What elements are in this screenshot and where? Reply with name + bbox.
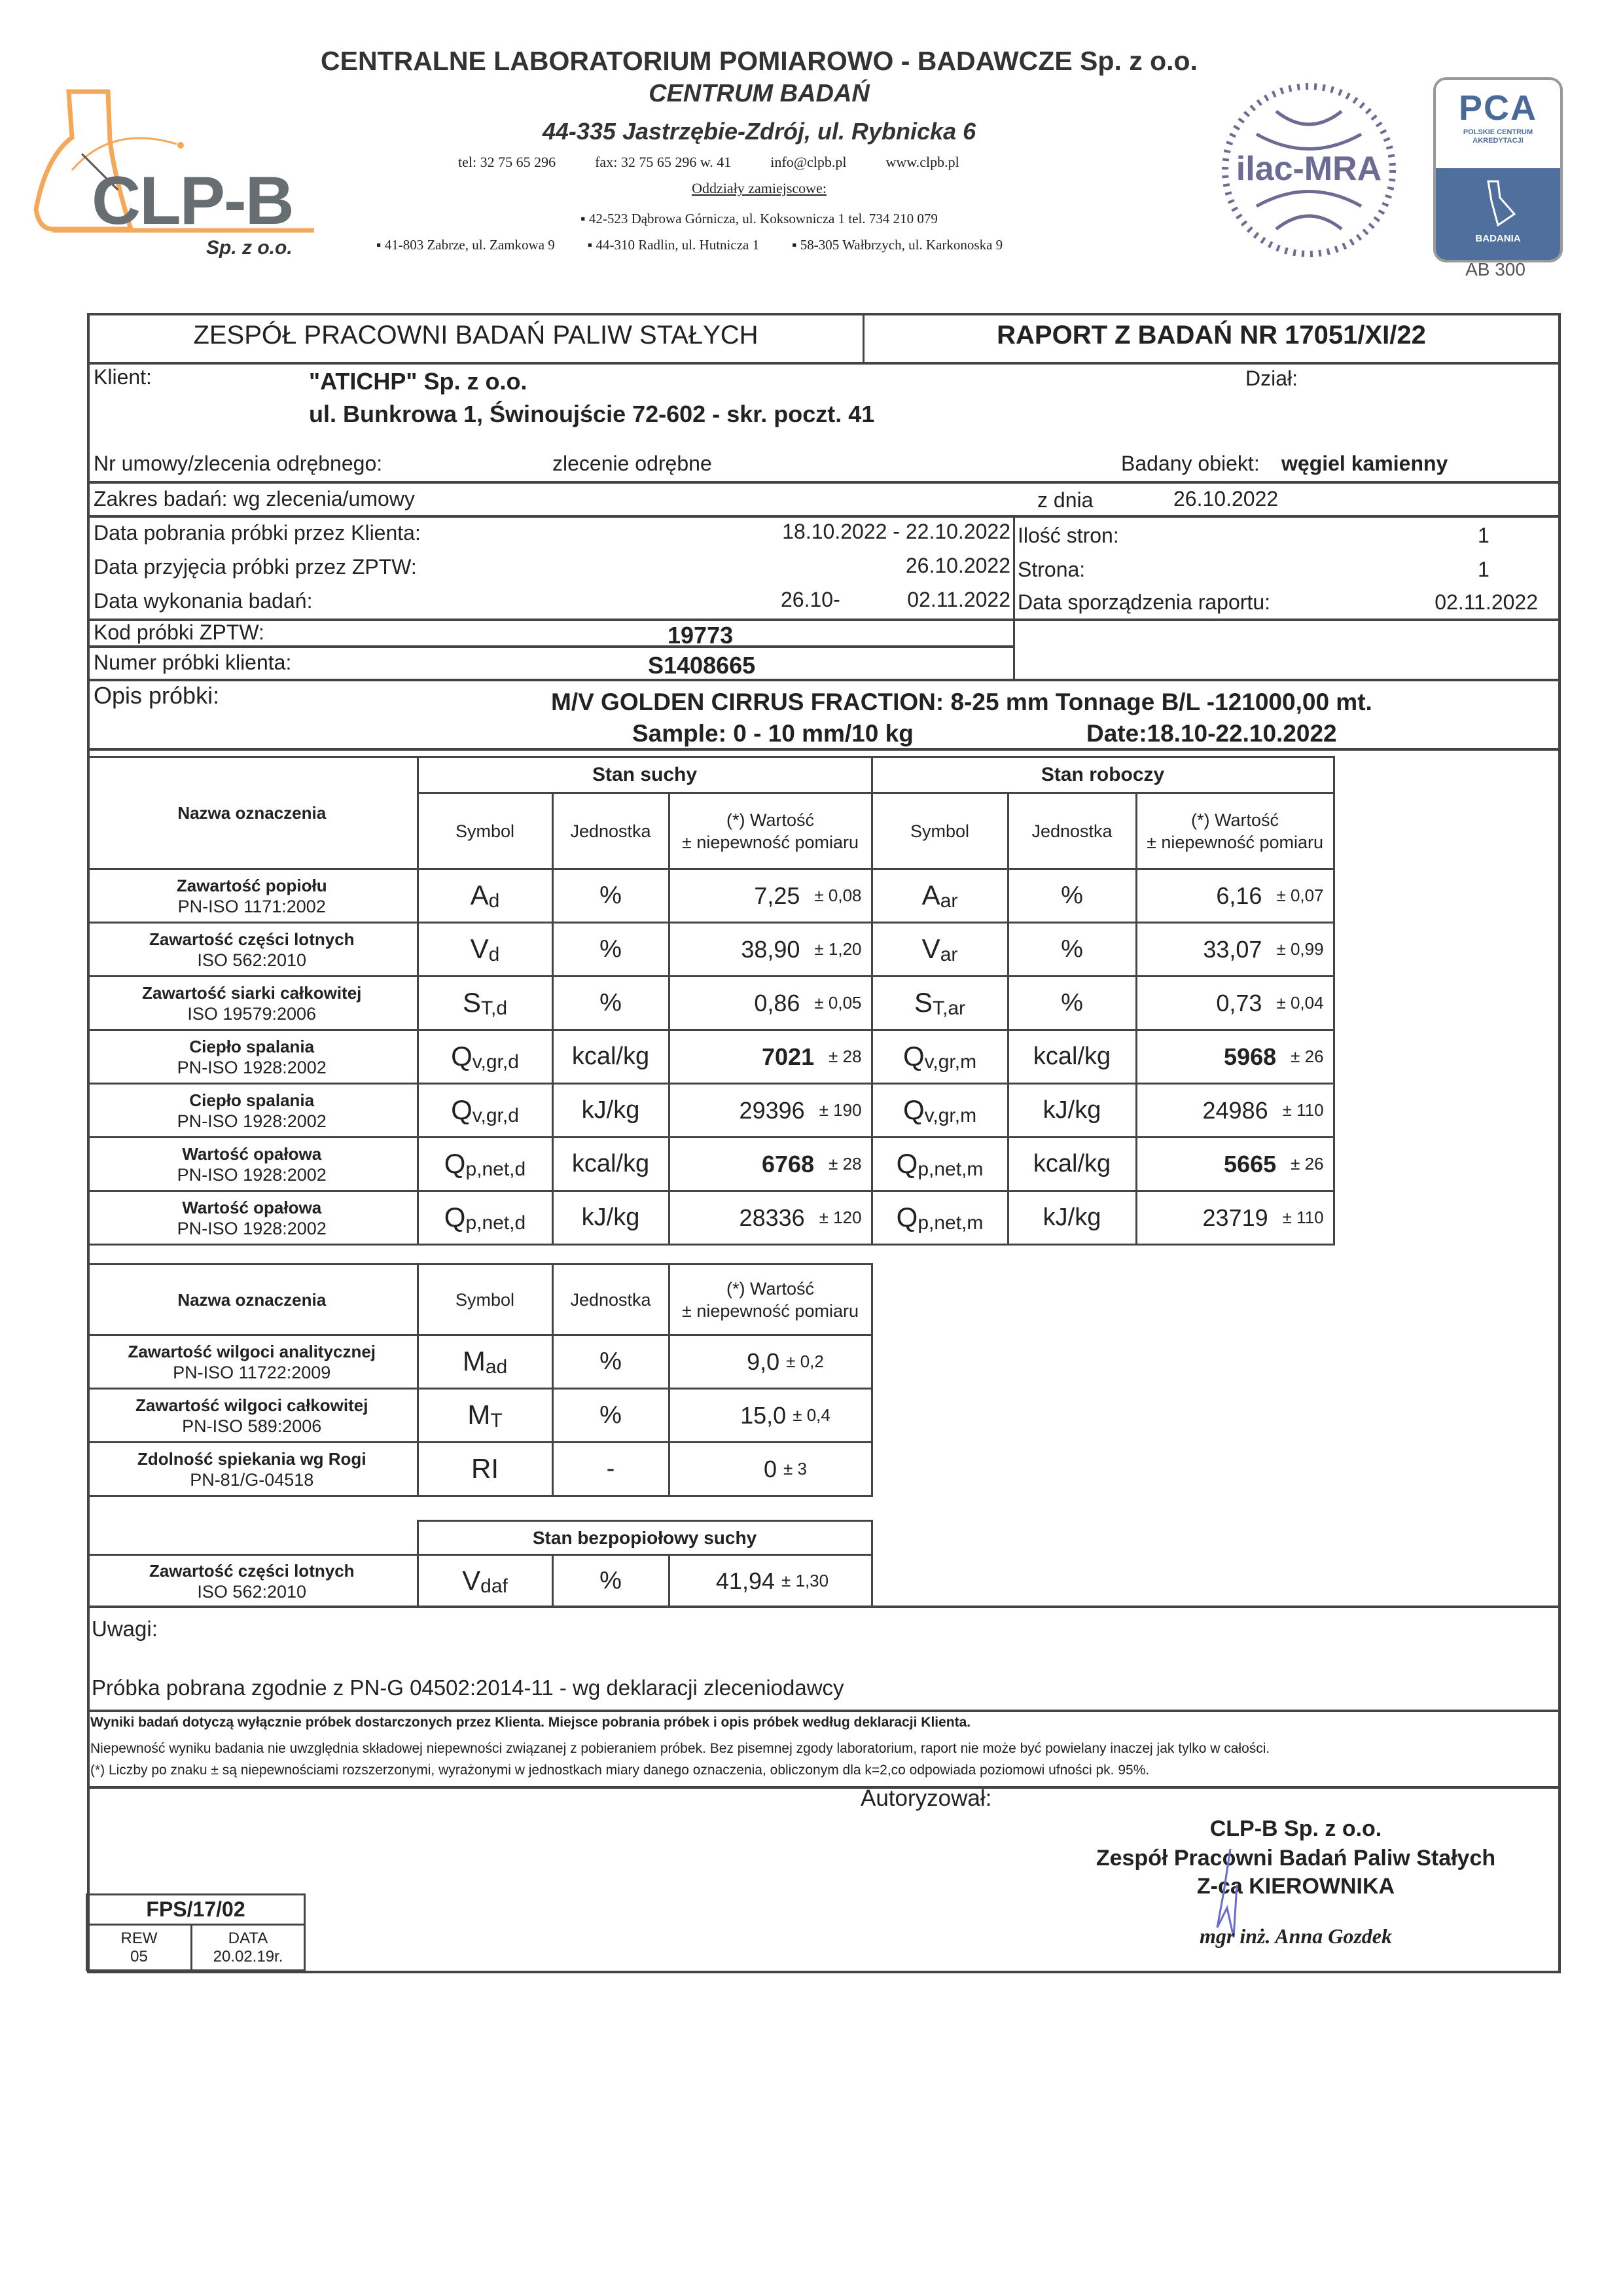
value: 28336 (739, 1204, 805, 1231)
page-value: 1 (1478, 558, 1489, 581)
uncertainty: ± 1,30 (781, 1571, 829, 1590)
sampling-date-label: Data pobrania próbki przez Klienta: (94, 521, 421, 545)
group-header-working: Stan roboczy (872, 757, 1334, 793)
notes-label: Uwagi: (92, 1617, 158, 1641)
value: 9,0 (747, 1348, 780, 1375)
company-address: 44-335 Jastrzębie-Zdrój, ul. Rybnicka 6 (542, 118, 976, 145)
form-date: DATA 20.02.19r. (192, 1925, 305, 1971)
flask-icon (1475, 178, 1521, 230)
pca-name-2: AKREDYTACJI (1472, 137, 1524, 145)
determination-name: Zawartość popiołu (176, 875, 327, 895)
svg-text:ilac-MRA: ilac-MRA (1236, 150, 1382, 188)
website-link[interactable]: www.clpb.pl (885, 154, 959, 170)
sample-description-date: Date:18.10-22.10.2022 (1086, 720, 1337, 747)
value: 6,16 (1216, 882, 1262, 909)
object-label: Badany obiekt: (1121, 452, 1260, 475)
test-date-label: Data wykonania badań: (94, 589, 313, 613)
uncertainty: ± 0,4 (793, 1405, 830, 1425)
determination-name: Zawartość części lotnych (149, 1560, 355, 1581)
standard: ISO 562:2010 (197, 1581, 307, 1602)
contract-label: Nr umowy/zlecenia odrębnego: (94, 452, 383, 475)
column-header-unit: Jednostka (552, 1265, 669, 1335)
report-title: RAPORT Z BADAŃ NR 17051/XI/22 (997, 321, 1426, 350)
uncertainty: ± 3 (783, 1459, 807, 1479)
column-header-symbol: Symbol (872, 793, 1008, 869)
pca-logo: PCA (1458, 88, 1537, 128)
table-row: Wartość opałowa PN-ISO 1928:2002 $Q_{p,net,d}$ kJ/kg 28336 ± 120 $Q_{p,net,m}$ kJ/kg 23719 ± 110 (87, 1191, 1334, 1245)
company-name: CENTRALNE LABORATORIUM POMIAROWO - BADAWCZE Sp. z o.o. (320, 46, 1198, 76)
pages-value: 1 (1478, 524, 1489, 547)
form-revision: REW 05 (87, 1925, 192, 1971)
determination-name: Ciepło spalania (189, 1090, 315, 1110)
ilac-mra-logo (1217, 79, 1400, 262)
daf-table (87, 1520, 873, 1608)
dzial-label: Dział: (1245, 367, 1298, 390)
logo-wordmark: CLP-B (92, 163, 293, 239)
auth-role: Z-ca KIEROWNIKA (1196, 1874, 1395, 1899)
fax: fax: 32 75 65 296 w. 41 (595, 154, 732, 170)
standard: PN-81/G-04518 (190, 1469, 314, 1490)
standard: PN-ISO 1928:2002 (177, 1164, 327, 1185)
determination-name: Zdolność spiekania wg Rogi (137, 1448, 366, 1469)
value: 41,94 (715, 1567, 775, 1594)
value: 23719 (1202, 1204, 1268, 1231)
moisture-table (87, 1263, 873, 1497)
uncertainty: ± 110 (1282, 1208, 1324, 1227)
uncertainty: ± 0,04 (1276, 993, 1324, 1013)
branch-item: ▪ 44-310 Radlin, ul. Hutnicza 1 (587, 237, 760, 253)
sample-code-label: Kod próbki ZPTW: (94, 620, 264, 644)
column-header-value: (*) Wartość ± niepewność pomiaru (669, 793, 872, 869)
group-header-dry: Stan suchy (418, 757, 872, 793)
client-sample-label: Numer próbki klienta: (94, 651, 292, 674)
client-sample-value: S1408665 (648, 652, 756, 679)
client-name: "ATICHP" Sp. z o.o. (309, 368, 527, 395)
value: 0,86 (754, 989, 800, 1016)
column-header-name: Nazwa oznaczenia (87, 1265, 418, 1335)
column-header-unit: Jednostka (1008, 793, 1136, 869)
table-row: Zawartość części lotnych ISO 562:2010 $V_d$ % 38,90 ± 1,20 $V_{ar}$ % 33,07 ± 0,99 (87, 923, 1334, 977)
scope-date-label: z dnia (1037, 488, 1094, 512)
determination-name: Wartość opałowa (182, 1197, 322, 1217)
client-label: Klient: (94, 365, 152, 389)
uncertainty: ± 28 (829, 1154, 862, 1174)
standard: PN-ISO 1928:2002 (177, 1111, 327, 1131)
value: 5665 (1224, 1150, 1277, 1177)
value: 6768 (762, 1150, 815, 1177)
test-date-from: 26.10- (781, 588, 840, 611)
standard: PN-ISO 589:2006 (182, 1416, 322, 1436)
column-header-unit: Jednostka (552, 793, 669, 869)
email-link[interactable]: info@clpb.pl (770, 154, 847, 170)
determination-name: Ciepło spalania (189, 1036, 315, 1056)
branch-item: ▪ 41-803 Zabrze, ul. Zamkowa 9 (376, 237, 555, 253)
standard: ISO 19579:2006 (187, 1003, 317, 1024)
uncertainty: ± 190 (819, 1100, 862, 1120)
received-date-label: Data przyjęcia próbki przez ZPTW: (94, 555, 417, 579)
uncertainty: ± 0,08 (814, 886, 862, 905)
contract-value: zlecenie odrębne (552, 452, 712, 475)
determination-name: Zawartość siarki całkowitej (142, 982, 362, 1003)
value: 29396 (739, 1096, 805, 1124)
value: 7,25 (754, 882, 800, 909)
uncertainty: ± 0,2 (786, 1352, 824, 1371)
uncertainty: ± 26 (1291, 1154, 1324, 1174)
department-title: ZESPÓŁ PRACOWNI BADAŃ PALIW STAŁYCH (193, 321, 758, 350)
table-row: Zawartość wilgoci analitycznej PN-ISO 11722:2009 $M_{ad}$ % 9,0 ± 0,2 (87, 1335, 872, 1389)
pca-badge-label: BADANIA (1475, 233, 1521, 244)
uncertainty: ± 0,05 (814, 993, 862, 1013)
sample-description-sample: Sample: 0 - 10 mm/10 kg (632, 720, 914, 747)
accreditation-number: AB 300 (1465, 259, 1525, 279)
standard: ISO 562:2010 (197, 950, 307, 970)
table-row: Wartość opałowa PN-ISO 1928:2002 $Q_{p,net,d}$ kcal/kg 6768 ± 28 $Q_{p,net,m}$ kcal/kg 5665 ± 26 (87, 1138, 1334, 1191)
determination-name: Zawartość wilgoci całkowitej (135, 1395, 368, 1415)
report-date-label: Data sporządzenia raportu: (1018, 590, 1270, 614)
uncertainty: ± 110 (1282, 1100, 1324, 1120)
uncertainty: ± 28 (829, 1047, 862, 1066)
test-date-to: 02.11.2022 (907, 588, 1010, 611)
disclaimer-line-2: (*) Liczby po znaku ± są niepewnościami rozszerzonymi, wyrażonymi w jednostkach miary danego oznaczenia, obliczonym dla k=2,co odpowiada poziomowi ufności pk. 95%. (90, 1763, 1150, 1778)
sampling-date-value: 18.10.2022 - 22.10.2022 (782, 520, 1010, 543)
pca-name-1: POLSKIE CENTRUM (1463, 128, 1533, 136)
uncertainty: ± 26 (1291, 1047, 1324, 1066)
disclaimer-line-1: Niepewność wyniku badania nie uwzględnia składowej niepewności związanej z pobieraniem próbek. Bez pisemnej zgody laboratorium, raport nie może być powielany inaczej jak tylko w całości. (90, 1741, 1270, 1756)
form-code-box (86, 1893, 306, 1971)
branch-item: ▪ 42-523 Dąbrowa Górnicza, ul. Koksownicza 1 tel. 734 210 079 (580, 211, 938, 226)
column-header-name: Nazwa oznaczenia (87, 757, 418, 869)
notes-text: Próbka pobrana zgodnie z PN-G 04502:2014-11 - wg deklaracji zleceniodawcy (92, 1676, 844, 1700)
report-date-value: 02.11.2022 (1435, 590, 1538, 614)
table-row: Zdolność spiekania wg Rogi PN-81/G-04518 RI - 0 ± 3 (87, 1443, 872, 1496)
table-row: Zawartość wilgoci całkowitej PN-ISO 589:2006 $M_T$ % 15,0 ± 0,4 (87, 1389, 872, 1443)
uncertainty: ± 0,99 (1276, 939, 1324, 959)
value: 33,07 (1203, 935, 1262, 963)
group-header-daf: Stan bezpopiołowy suchy (418, 1521, 872, 1555)
standard: PN-ISO 1928:2002 (177, 1218, 327, 1238)
form-code: FPS/17/02 (87, 1895, 305, 1925)
ilac-mra-icon (1217, 79, 1400, 262)
uncertainty: ± 120 (819, 1208, 862, 1227)
scope-label: Zakres badań: wg zlecenia/umowy (94, 487, 415, 511)
authorized-label: Autoryzował: (861, 1785, 992, 1811)
table-row: Ciepło spalania PN-ISO 1928:2002 $Q_{v,gr,d}$ kJ/kg 29396 ± 190 $Q_{v,gr,m}$ kJ/kg 24986 ± 110 (87, 1084, 1334, 1138)
uncertainty: ± 1,20 (814, 939, 862, 959)
column-header-symbol: Symbol (418, 1265, 552, 1335)
scope-date: 26.10.2022 (1173, 487, 1279, 511)
received-date-value: 26.10.2022 (905, 554, 1010, 577)
division-name: CENTRUM BADAŃ (649, 80, 870, 107)
value: 7021 (762, 1043, 815, 1070)
uncertainty: ± 0,07 (1276, 886, 1324, 905)
table-row: Zawartość popiołu PN-ISO 1171:2002 $A_d$ % 7,25 ± 0,08 $A_{ar}$ % 6,16 ± 0,07 (87, 869, 1334, 923)
determination-name: Zawartość wilgoci analitycznej (128, 1341, 376, 1361)
sample-code-value: 19773 (668, 622, 734, 649)
column-header-value: (*) Wartość ± niepewność pomiaru (1136, 793, 1334, 869)
auth-company: CLP-B Sp. z o.o. (1209, 1816, 1382, 1841)
pca-accreditation-badge (1433, 77, 1563, 262)
table-row: Zawartość części lotnych ISO 562:2010 $V_{daf}$ % 41,94 ± 1,30 (87, 1555, 872, 1607)
auth-person: mgr inż. Anna Gozdek (1200, 1924, 1392, 1948)
branch-list (376, 237, 1293, 253)
branch-item: ▪ 58-305 Wałbrzych, ul. Karkonoska 9 (792, 237, 1003, 253)
logo-subtitle: Sp. z o.o. (206, 237, 293, 259)
tel: tel: 32 75 65 296 (458, 154, 556, 170)
standard: PN-ISO 1928:2002 (177, 1057, 327, 1077)
standard: PN-ISO 11722:2009 (173, 1362, 331, 1382)
determination-name: Zawartość części lotnych (149, 929, 355, 949)
auth-unit: Zespół Pracowni Badań Paliw Stałych (1096, 1846, 1496, 1871)
sample-description-line1: M/V GOLDEN CIRRUS FRACTION: 8-25 mm Tonnage B/L -121000,00 mt. (551, 689, 1372, 715)
branches-title: Oddziały zamiejscowe: (692, 180, 827, 196)
value: 5968 (1224, 1043, 1277, 1070)
sample-description-label: Opis próbki: (94, 682, 220, 709)
pages-label: Ilość stron: (1018, 524, 1119, 547)
contact-line (458, 154, 1113, 171)
column-header-symbol: Symbol (418, 793, 552, 869)
column-header-value: (*) Wartość ± niepewność pomiaru (669, 1265, 872, 1335)
table-row: Ciepło spalania PN-ISO 1928:2002 $Q_{v,gr,d}$ kcal/kg 7021 ± 28 $Q_{v,gr,m}$ kcal/kg 5968 ± 26 (87, 1030, 1334, 1084)
page-label: Strona: (1018, 558, 1086, 581)
value: 15,0 (740, 1401, 787, 1429)
value: 24986 (1202, 1096, 1268, 1124)
object-value: węgiel kamienny (1281, 452, 1448, 475)
client-address: ul. Bunkrowa 1, Świnoujście 72-602 - skr. poczt. 41 (309, 401, 875, 427)
standard: PN-ISO 1171:2002 (177, 896, 326, 916)
value: 0 (764, 1455, 777, 1482)
table-row: Zawartość siarki całkowitej ISO 19579:2006 $S_{T,d}$ % 0,86 ± 0,05 $S_{T,ar}$ % 0,73 ± 0,04 (87, 977, 1334, 1030)
determination-name: Wartość opałowa (182, 1143, 322, 1164)
results-table (87, 756, 1335, 1246)
value: 38,90 (741, 935, 800, 963)
disclaimer-bold: Wyniki badań dotyczą wyłącznie próbek dostarczonych przez Klienta. Miejsce pobrania próbek i opis próbek według deklaracji Klienta. (90, 1715, 971, 1730)
value: 0,73 (1216, 989, 1262, 1016)
